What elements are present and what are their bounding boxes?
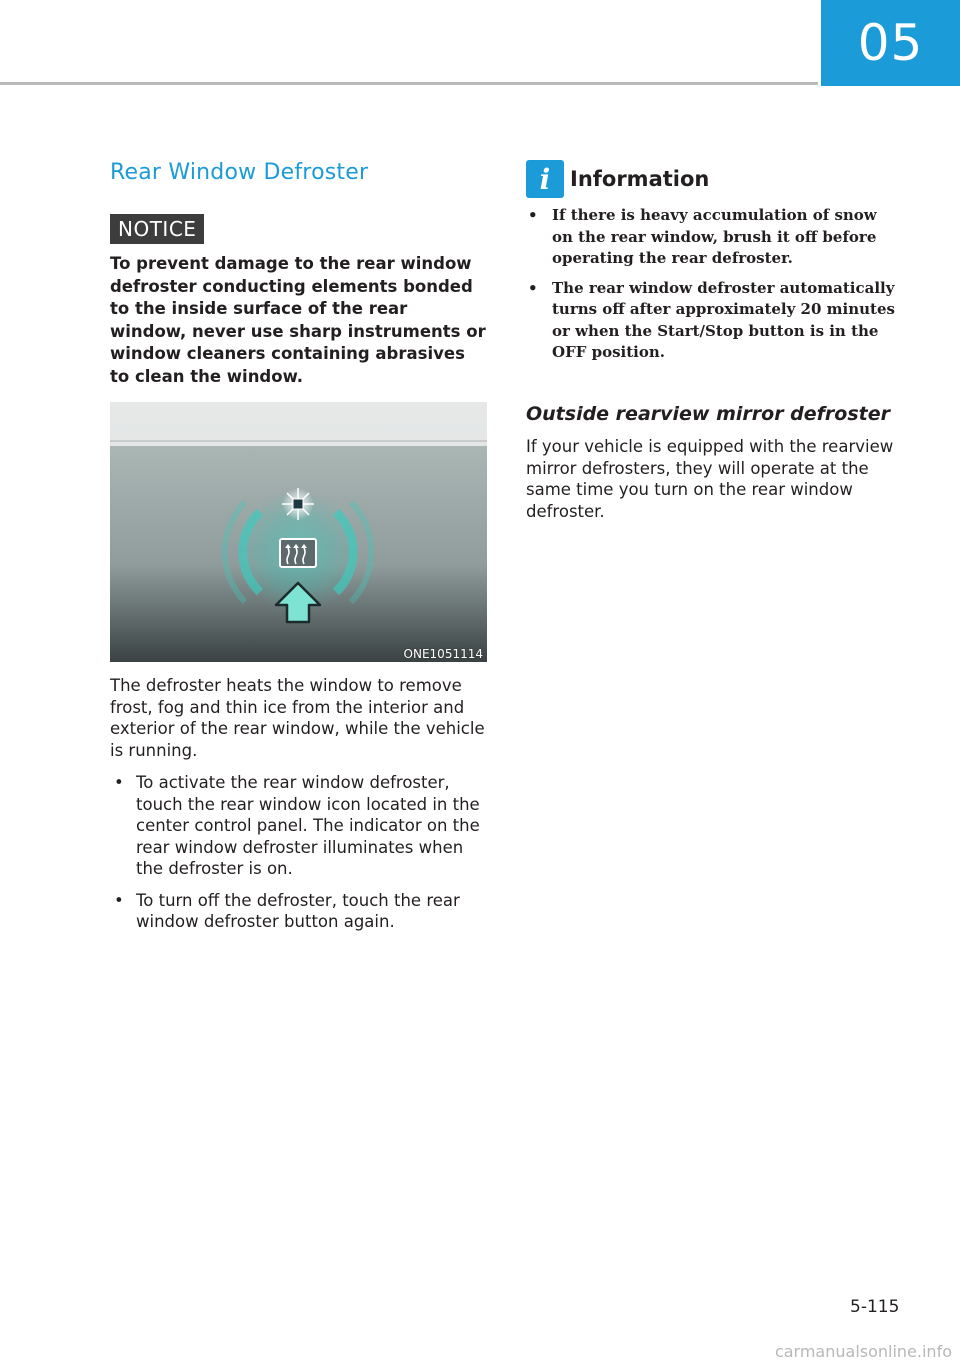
list-item-text: To activate the rear window defroster, touch the rear window icon located in the center control panel. The indicator on the rear window defroster illuminates when the defroster is on. [136, 773, 480, 878]
chapter-tab: 05 [821, 0, 960, 86]
defroster-figure [110, 402, 487, 662]
list-item-text: The rear window defroster automatically turns off after approximately 20 minutes or when the Start/Stop button is in the OFF position. [552, 278, 895, 361]
rear-defroster-icon [280, 539, 316, 567]
figure-code: ONE1051114 [403, 647, 483, 661]
bullet-icon: • [528, 278, 538, 297]
section-title: Rear Window Defroster [110, 160, 369, 185]
information-header [526, 160, 709, 198]
list-item [110, 772, 490, 880]
bullet-icon: • [114, 890, 124, 910]
information-title: Information [570, 167, 710, 191]
mirror-defroster-text: If your vehicle is equipped with the rearview mirror defrosters, they will operate at the same time you turn on the rear window defroster. [526, 437, 894, 521]
info-icon: i [526, 160, 564, 198]
notice-badge: NOTICE [110, 214, 204, 244]
mirror-defroster-title: Outside rearview mirror defroster [526, 403, 890, 425]
watermark: carmanualsonline.info [774, 1342, 952, 1361]
header-rule [0, 82, 818, 85]
body-text [110, 675, 490, 943]
list-item [110, 890, 490, 933]
instruction-list [110, 772, 490, 933]
defroster-illustration [110, 402, 487, 662]
bullet-icon: • [528, 206, 538, 224]
intro-paragraph: The defroster heats the window to remove frost, fog and thin ice from the interior and exterior of the rear window, while the vehicle is running. [110, 676, 485, 760]
list-item [526, 205, 902, 270]
list-item-text: If there is heavy accumulation of snow on the rear window, brush it off before operating the rear defroster. [552, 206, 877, 267]
list-item [526, 278, 902, 364]
information-list [526, 205, 902, 372]
indicator-light-icon [282, 488, 314, 520]
notice-text: To prevent damage to the rear window defroster conducting elements bonded to the inside surface of the rear window, never use sharp instruments or window cleaners containing abrasives to clean the window. [110, 254, 486, 386]
list-item-text: To turn off the defroster, touch the rear window defroster button again. [136, 890, 460, 931]
page-number: 5-115 [850, 1297, 900, 1317]
bullet-icon: • [114, 773, 124, 792]
